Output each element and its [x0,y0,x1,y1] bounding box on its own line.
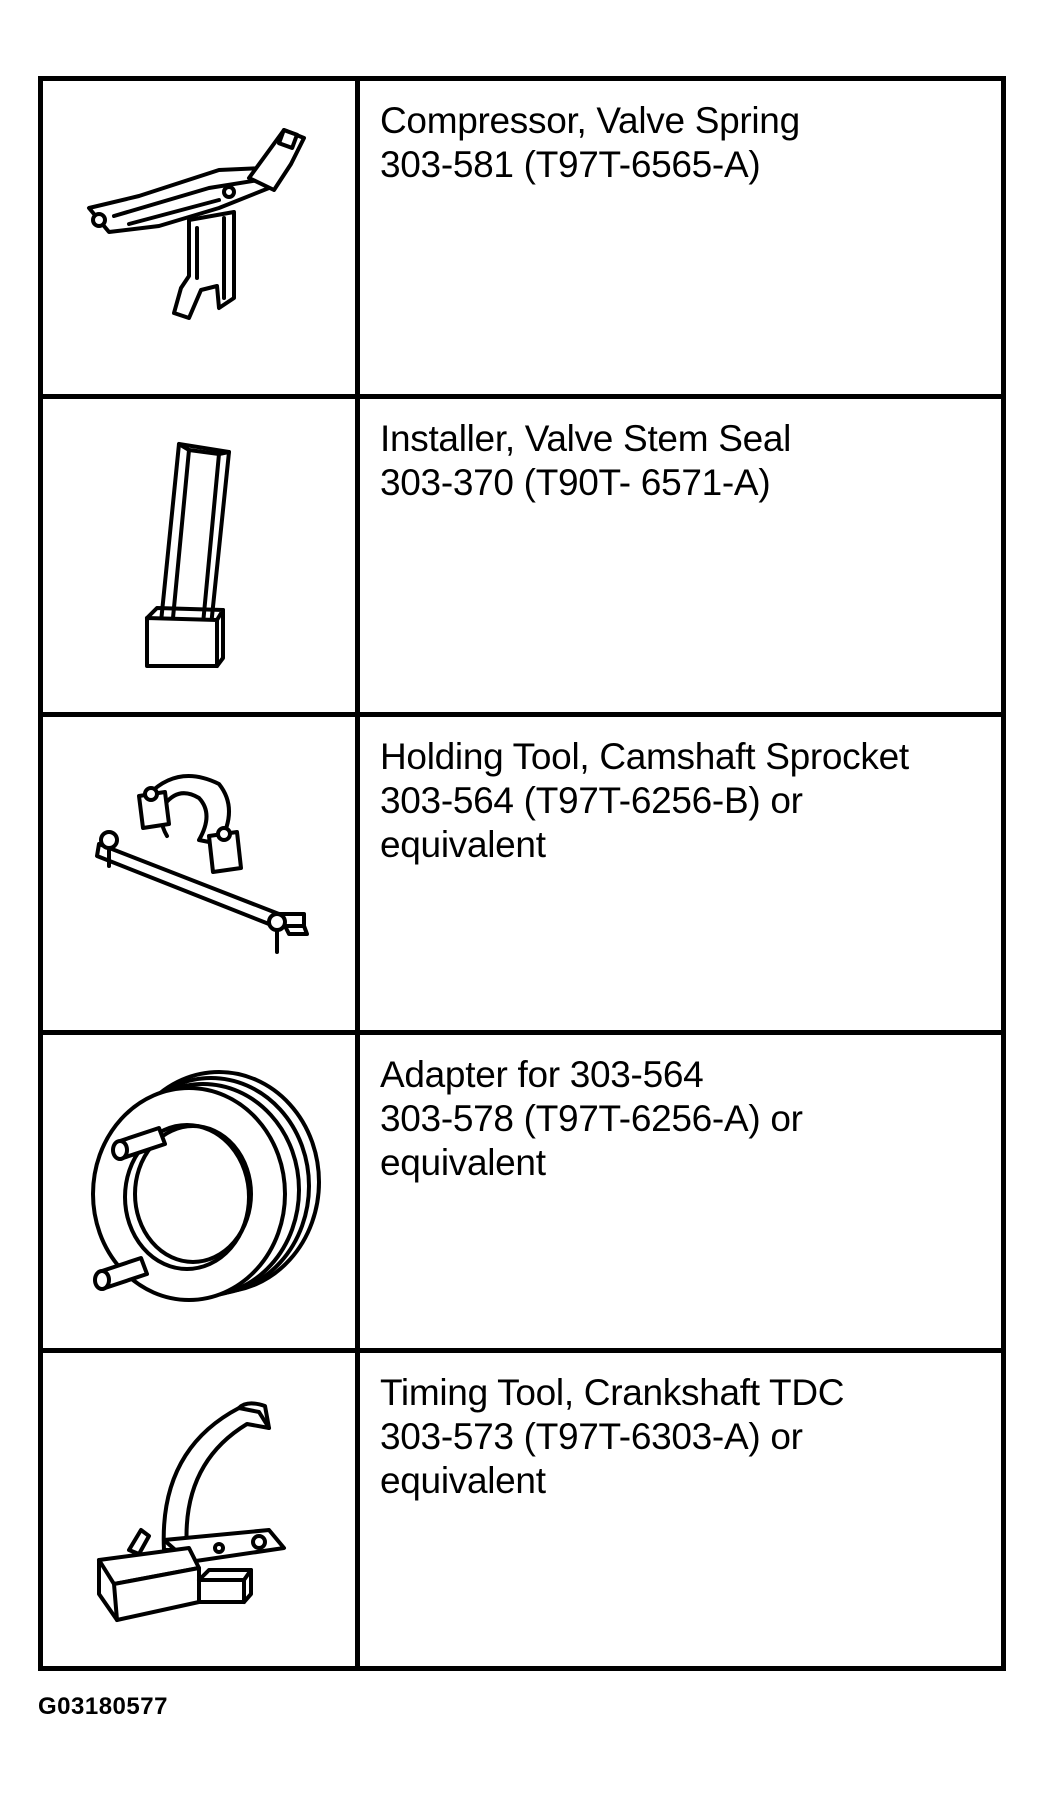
tool-note: equivalent [380,1460,546,1501]
tool-row [43,81,1001,399]
valve-spring-compressor-icon [43,81,360,394]
tool-note: equivalent [380,824,546,865]
tool-name: Holding Tool, Camshaft Sprocket [380,736,909,777]
tool-name: Installer, Valve Stem Seal [380,418,792,459]
tool-name: Compressor, Valve Spring [380,100,800,141]
tool-part-number: 303-370 (T90T- 6571-A) [380,462,771,503]
valve-stem-seal-installer-icon [43,399,360,712]
tool-note: equivalent [380,1142,546,1183]
tool-row [43,1035,1001,1353]
tool-part-number: 303-573 (T97T-6303-A) or [380,1416,803,1457]
tool-description [360,1353,1001,1666]
tool-row [43,399,1001,717]
tool-description [360,399,1001,712]
tool-name: Adapter for 303-564 [380,1054,704,1095]
tool-description [360,1035,1001,1348]
tool-description [360,717,1001,1030]
tool-part-number: 303-578 (T97T-6256-A) or [380,1098,803,1139]
tool-row [43,1353,1001,1666]
tool-part-number: 303-581 (T97T-6565-A) [380,144,761,185]
special-tools-table [38,76,1006,1671]
adapter-icon [43,1035,360,1348]
tool-part-number: 303-564 (T97T-6256-B) or [380,780,803,821]
camshaft-sprocket-holding-tool-icon [43,717,360,1030]
tool-row [43,717,1001,1035]
tool-description [360,81,1001,394]
crankshaft-tdc-timing-tool-icon [43,1353,360,1666]
tool-name: Timing Tool, Crankshaft TDC [380,1372,845,1413]
figure-code: G03180577 [38,1693,168,1720]
